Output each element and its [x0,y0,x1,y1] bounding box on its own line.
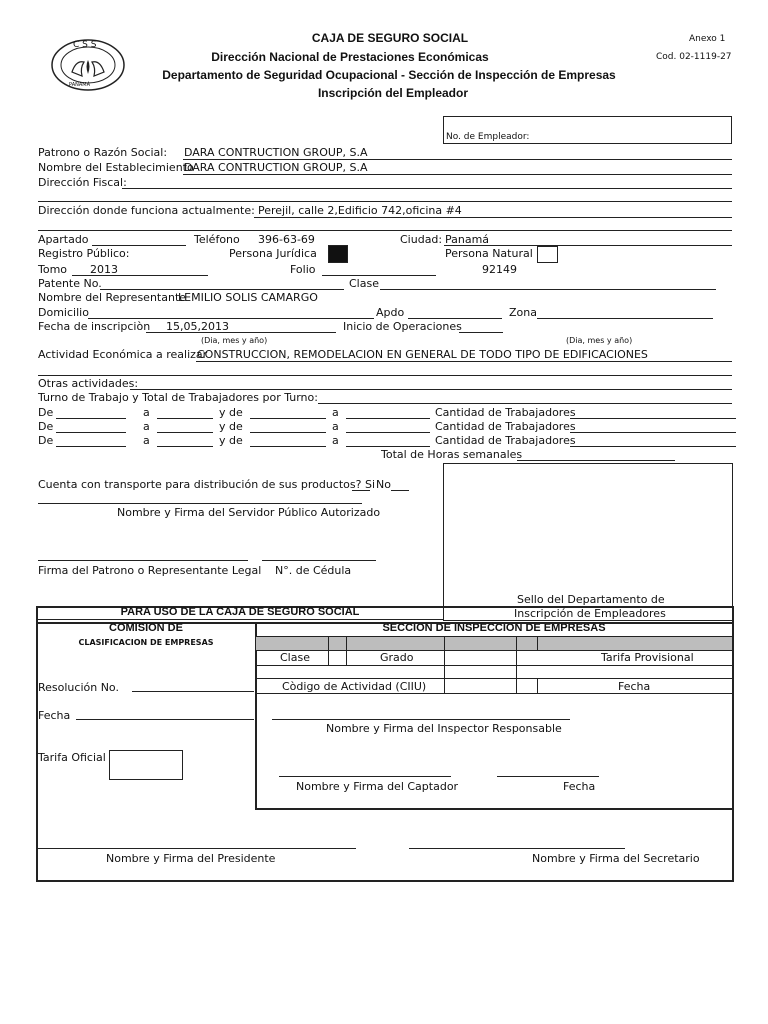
apartado-label: Apartado [38,233,89,246]
shift-field-line[interactable] [346,418,430,419]
logo-text: C S S [73,40,97,50]
apdo-label: Apdo [376,306,405,319]
fecha-captador-label: Fecha [563,780,596,793]
servidor-label: Nombre y Firma del Servidor Público Autorizado [117,506,381,519]
shift-label: a [332,406,339,419]
zona-label: Zona [509,306,537,319]
annex-label: Anexo 1 [689,34,726,44]
inspector-label: Nombre y Firma del Inspector Responsable [326,722,562,735]
shift-label: De [38,434,54,447]
shift-label: a [332,420,339,433]
shift-field-line[interactable] [56,446,126,447]
comision-title: COMISION DE [109,622,183,634]
actual-value[interactable]: Perejil, calle 2,Edificio 742,oficina #4 [258,204,462,217]
shift-label: y de [219,406,243,419]
shift-label: Cantidad de Trabajadores [435,420,576,433]
dia-mes-note-1: (Dia, mes y año) [201,336,268,345]
dia-mes-note-2: (Dia, mes y año) [566,336,633,345]
shift-field-line[interactable] [56,418,126,419]
actividad-label: Actividad Económica a realizar [38,348,208,361]
shift-field-line[interactable] [250,446,326,447]
secretario-label: Nombre y Firma del Secretario [532,852,700,865]
inscripcion-label: Fecha de inscripciòn [38,320,151,333]
registro-label: Registro Público: [38,247,130,260]
shift-label: a [332,434,339,447]
shift-field-line[interactable] [157,418,213,419]
office-use-title: PARA USO DE LA CAJA DE SEGURO SOCIAL [120,606,360,618]
header-title-4: Inscripción del Empleador [317,86,469,100]
patente-label: Patente No. [38,277,102,290]
patrono-value[interactable]: DARA CONTRUCTION GROUP, S.A [184,146,368,159]
patrono-label: Patrono o Razón Social: [38,146,168,159]
employer-number-label: No. de Empleador: [446,132,530,142]
natural-label: Persona Natural [445,247,533,260]
representante-label: Nombre del Representante [38,291,187,304]
tarifa-provisional-cell: Tarifa Provisional [601,651,694,664]
resolucion-label: Resolución No. [38,681,119,694]
folio-label: Folio [290,263,316,276]
form-code: Cod. 02-1119-27 [656,52,732,62]
presidente-label: Nombre y Firma del Presidente [106,852,276,865]
seccion-title: SECCION DE INSPECCION DE EMPRESAS [382,622,606,634]
representante-value[interactable]: LEMILIO SOLIS CAMARGO [178,291,318,304]
grado-cell: Grado [380,651,414,664]
sello-line-2: Inscripción de Empleadores [514,607,666,620]
firma-patrono-label: Firma del Patrono o Representante Legal [38,564,262,577]
clasificacion-title: CLASIFICACION DE EMPRESAS [78,638,214,647]
shift-label: a [143,434,150,447]
shift-label: Cantidad de Trabajadores [435,406,576,419]
operaciones-label: Inicio de Operaciones [343,320,462,333]
logo-bottom-text: PANAMÁ [69,82,91,88]
shift-label: a [143,406,150,419]
header-title-1: CAJA DE SEGURO SOCIAL [311,31,469,45]
telefono-label: Teléfono [194,233,240,246]
domicilio-label: Domicilio [38,306,89,319]
clase-cell: Clase [280,651,310,664]
total-horas-label: Total de Horas semanales [381,448,523,461]
folio-value[interactable]: 92149 [482,263,517,276]
telefono-value[interactable]: 396-63-69 [258,233,315,246]
shift-field-line[interactable] [250,418,326,419]
tarifa-oficial-box[interactable] [109,750,183,780]
shift-field-line[interactable] [570,432,736,433]
sello-line-1: Sello del Departamento de [517,593,665,606]
shift-label: a [143,420,150,433]
transporte-no-label: No [376,478,391,491]
shift-field-line[interactable] [346,446,430,447]
shift-field-line[interactable] [250,432,326,433]
actual-label: Dirección donde funciona actualmente: [38,204,255,217]
shift-field-line[interactable] [570,418,736,419]
shift-label: De [38,420,54,433]
cedula-label: N°. de Cédula [275,564,352,577]
shift-field-line[interactable] [157,432,213,433]
establecimiento-value[interactable]: DARA CONTRUCTION GROUP, S.A [184,161,368,174]
shift-field-line[interactable] [56,432,126,433]
header-title-2: Dirección Nacional de Prestaciones Económicas [211,50,489,64]
clase-label: Clase [349,277,379,290]
tomo-value[interactable]: 2013 [90,263,118,276]
actividad-value[interactable]: CONSTRUCCION, REMODELACION EN GENERAL DE TODO TIPO DE EDIFICACIONES [197,348,648,361]
ciudad-label: Ciudad: [400,233,443,246]
header-title-3: Departamento de Seguridad Ocupacional - Sección de Inspección de Empresas [162,68,616,82]
shift-label: y de [219,420,243,433]
shift-label: y de [219,434,243,447]
fiscal-label: Dirección Fiscal: [38,176,127,189]
ciiu-cell: Còdigo de Actividad (CIIU) [282,680,427,693]
tomo-label: Tomo [38,263,68,276]
natural-checkbox[interactable] [537,246,558,263]
juridica-checkbox[interactable] [328,245,348,263]
establecimiento-label: Nombre del Establecimiento [38,161,194,174]
tarifa-oficial-label: Tarifa Oficial [38,751,106,764]
ciudad-value[interactable]: Panamá [445,233,490,246]
shift-field-line[interactable] [570,446,736,447]
captador-label: Nombre y Firma del Captador [296,780,459,793]
fecha-left-label: Fecha [38,709,71,722]
shift-field-line[interactable] [346,432,430,433]
shift-label: Cantidad de Trabajadores [435,434,576,447]
turno-label: Turno de Trabajo y Total de Trabajadores por Turno: [38,391,318,404]
inscripcion-value[interactable]: 15,05,2013 [166,320,229,333]
otras-label: Otras actividades: [38,377,139,390]
shift-label: De [38,406,54,419]
transporte-label: Cuenta con transporte para distribución de sus productos? Si [38,478,375,491]
shift-field-line[interactable] [157,446,213,447]
juridica-label: Persona Jurídica [229,247,317,260]
fecha-cell: Fecha [618,680,651,693]
